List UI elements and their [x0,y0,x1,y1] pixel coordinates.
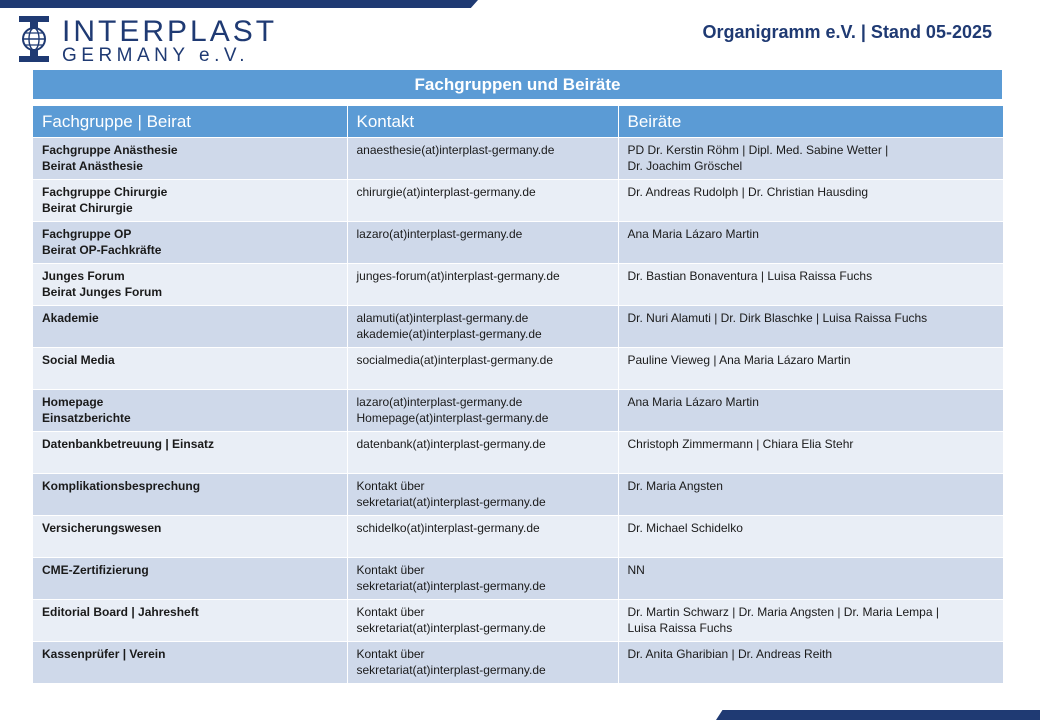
group-cell [33,180,347,222]
group-cell-line: CME-Zertifizierung [42,563,149,577]
section-banner: Fachgruppen und Beiräte [33,70,1002,99]
board-cell-line: Dr. Michael Schidelko [627,521,743,535]
group-cell [33,264,347,306]
group-cell-line: Fachgruppe OP [42,227,132,241]
board-cell-line: Dr. Maria Angsten [627,479,723,493]
group-cell [33,432,347,474]
board-cell [618,264,1003,306]
board-cell-line: Dr. Anita Gharibian | Dr. Andreas Reith [627,647,833,661]
contact-cell-line: Kontakt über [356,605,425,619]
board-cell-line: Dr. Bastian Bonaventura | Luisa Raissa Fuchs [627,269,873,283]
contact-cell [347,180,618,222]
column-header-contact: Kontakt [347,106,618,138]
contact-cell-line: sekretariat(at)interplast-germany.de [356,579,546,593]
contact-cell [347,138,618,180]
contact-cell-line: datenbank(at)interplast-germany.de [356,437,546,451]
board-cell [618,138,1003,180]
logo-wordmark-top: INTERPLAST [62,15,278,48]
table-row [33,600,1003,642]
contact-cell [347,432,618,474]
table-row [33,390,1003,432]
contact-cell [347,222,618,264]
board-cell-line: NN [627,563,645,577]
group-cell-line: Einsatzberichte [42,411,131,425]
contact-cell-line: lazaro(at)interplast-germany.de [356,395,523,409]
group-cell [33,642,347,684]
logo-wordmark-bottom: GERMANY e.V. [62,45,250,66]
contact-cell-line: Kontakt über [356,563,425,577]
contact-cell-line: lazaro(at)interplast-germany.de [356,227,523,241]
table-row [33,558,1003,600]
group-cell-line: Junges Forum [42,269,125,283]
table-header-row [33,106,1003,138]
board-cell [618,222,1003,264]
group-cell-line: Beirat OP-Fachkräfte [42,243,162,257]
group-cell-line: Social Media [42,353,115,367]
contact-cell [347,264,618,306]
group-cell-line: Kassenprüfer | Verein [42,647,166,661]
contact-cell-line: Homepage(at)interplast-germany.de [356,411,549,425]
board-cell-line: Dr. Nuri Alamuti | Dr. Dirk Blaschke | Luisa Raissa Fuchs [627,311,928,325]
bottom-decorative-bar [716,710,1040,720]
table-row [33,516,1003,558]
contact-cell-line: junges-forum(at)interplast-germany.de [356,269,560,283]
table-row [33,474,1003,516]
group-cell [33,138,347,180]
contact-cell-line: anaesthesie(at)interplast-germany.de [356,143,555,157]
contact-cell-line: sekretariat(at)interplast-germany.de [356,495,546,509]
board-cell-line: Pauline Vieweg | Ana Maria Lázaro Martin [627,353,851,367]
board-cell-line: PD Dr. Kerstin Röhm | Dipl. Med. Sabine Wetter | [627,143,889,157]
table-row [33,138,1003,180]
contact-cell [347,306,618,348]
group-cell-line: Editorial Board | Jahresheft [42,605,199,619]
table-row [33,264,1003,306]
group-cell [33,516,347,558]
contact-cell-line: schidelko(at)interplast-germany.de [356,521,540,535]
table-row [33,642,1003,684]
contact-cell [347,600,618,642]
board-cell [618,390,1003,432]
board-cell-line: Dr. Joachim Gröschel [627,159,743,173]
board-cell [618,180,1003,222]
board-cell [618,516,1003,558]
board-cell-line: Ana Maria Lázaro Martin [627,395,759,409]
contact-cell-line: akademie(at)interplast-germany.de [356,327,542,341]
group-cell-line: Komplikationsbesprechung [42,479,201,493]
top-decorative-bar [0,0,478,8]
group-cell [33,390,347,432]
contact-cell [347,642,618,684]
board-cell [618,432,1003,474]
group-cell-line: Fachgruppe Chirurgie [42,185,168,199]
board-cell-line: Dr. Martin Schwarz | Dr. Maria Angsten | Dr. Maria Lempa | [627,605,939,619]
board-cell [618,600,1003,642]
contact-cell [347,558,618,600]
table-row [33,306,1003,348]
group-cell-line: Beirat Chirurgie [42,201,133,215]
group-cell-line: Homepage [42,395,104,409]
table-row [33,180,1003,222]
board-cell [618,474,1003,516]
document-title: Organigramm e.V. | Stand 05-2025 [702,22,992,42]
table-row [33,432,1003,474]
board-cell [618,642,1003,684]
group-cell-line: Fachgruppe Anästhesie [42,143,178,157]
contact-cell-line: Kontakt über [356,647,425,661]
column-header-board: Beiräte [618,106,1003,138]
interplast-logo [18,15,278,66]
contact-cell-line: socialmedia(at)interplast-germany.de [356,353,554,367]
column-header-group: Fachgruppe | Beirat [33,106,347,138]
table-body [33,138,1003,684]
group-cell [33,348,347,390]
contact-cell [347,348,618,390]
group-cell [33,306,347,348]
table-row [33,222,1003,264]
contact-cell-line: sekretariat(at)interplast-germany.de [356,663,546,677]
table-row [33,348,1003,390]
board-cell [618,348,1003,390]
board-cell-line: Christoph Zimmermann | Chiara Elia Stehr [627,437,854,451]
contact-cell [347,516,618,558]
group-cell-line: Beirat Anästhesie [42,159,143,173]
contact-cell-line: sekretariat(at)interplast-germany.de [356,621,546,635]
group-cell [33,474,347,516]
board-cell [618,558,1003,600]
board-cell [618,306,1003,348]
board-cell-line: Dr. Andreas Rudolph | Dr. Christian Hausding [627,185,869,199]
contact-cell-line: Kontakt über [356,479,425,493]
group-cell [33,222,347,264]
contact-cell [347,474,618,516]
interplast-logo-icon [18,16,50,62]
group-cell [33,600,347,642]
board-cell-line: Luisa Raissa Fuchs [627,621,733,635]
contact-cell-line: alamuti(at)interplast-germany.de [356,311,529,325]
group-cell-line: Akademie [42,311,99,325]
contact-cell-line: chirurgie(at)interplast-germany.de [356,185,536,199]
contact-cell [347,390,618,432]
group-cell [33,558,347,600]
groups-table [33,106,1003,683]
group-cell-line: Datenbankbetreuung | Einsatz [42,437,215,451]
group-cell-line: Beirat Junges Forum [42,285,163,299]
group-cell-line: Versicherungswesen [42,521,162,535]
board-cell-line: Ana Maria Lázaro Martin [627,227,759,241]
